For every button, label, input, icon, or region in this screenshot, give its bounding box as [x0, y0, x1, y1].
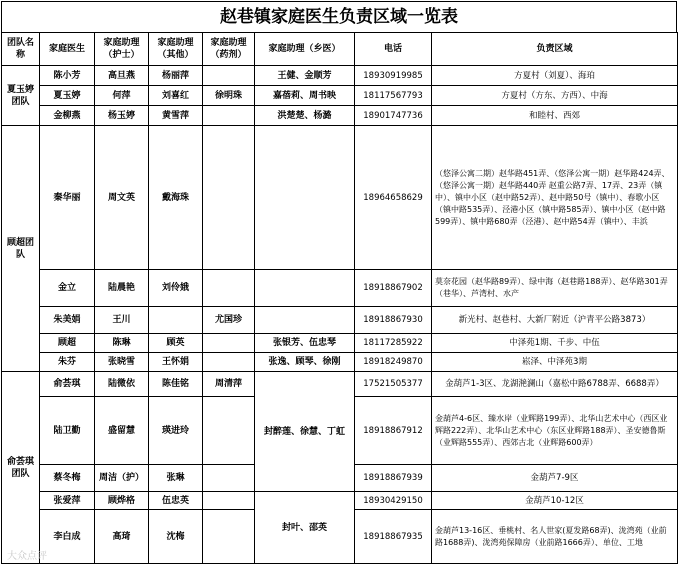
- header-nurse: 家庭助理（护士）: [95, 33, 149, 66]
- doctor-cell: 蔡冬梅: [40, 465, 95, 492]
- area-cell: 金葫芦10-12区: [432, 492, 678, 510]
- other-cell: 张琳: [149, 465, 203, 492]
- header-doctor: 家庭医生: [40, 33, 95, 66]
- doctor-cell: 金立: [40, 270, 95, 307]
- table-row: [2, 270, 678, 307]
- nurse-cell: 张晓雪: [95, 353, 149, 372]
- table-row: [2, 106, 678, 126]
- other-cell: 刘喜红: [149, 86, 203, 106]
- doctor-cell: 陆卫勤: [40, 397, 95, 465]
- other-cell: 陈佳铭: [149, 372, 203, 397]
- doctor-cell: 张爱萍: [40, 492, 95, 510]
- other-cell: [149, 307, 203, 334]
- table-row: [2, 126, 678, 270]
- area-cell: 方夏村（方东、方西）、中海: [432, 86, 678, 106]
- area-cell: 中泽苑1期、千步、中伍: [432, 334, 678, 353]
- phone-cell: 18117567793: [355, 86, 432, 106]
- nurse-cell: 何萍: [95, 86, 149, 106]
- other-cell: 黄雪萍: [149, 106, 203, 126]
- table-row: [2, 353, 678, 372]
- team-name: 夏玉婷团队: [2, 66, 40, 126]
- header-other: 家庭助理（其他）: [149, 33, 203, 66]
- nurse-cell: 周洁（护）: [95, 465, 149, 492]
- village-cell-merged: 封叶、邵英: [255, 492, 355, 564]
- doctor-cell: 俞荟琪: [40, 372, 95, 397]
- team-name: 顾超团队: [2, 126, 40, 372]
- document: [1, 1, 677, 564]
- pharm-cell: 周清萍: [203, 372, 255, 397]
- table-row: [2, 307, 678, 334]
- phone-cell: 18918867935: [355, 510, 432, 564]
- village-cell: 张逸、顾琴、徐刚: [255, 353, 355, 372]
- table-row: [2, 86, 678, 106]
- phone-cell: 18117285922: [355, 334, 432, 353]
- area-cell: （悠泽公寓二期）赵华路451弄、（悠泽公寓一期）赵华路424弄、（悠泽公寓一期）赵华路440弄 赵重公路7弄、17弄、23弄（镇中）、镇中小区（赵中路52弄）、赵中路50号（镇中）、春歌小区（镇中路535弄）、泾港小区（镇中路585弄）、镇中小区（赵中路599弄）、镇中路680弄（泾港）、赵中路54弄（镇中）、丰浜: [432, 126, 678, 270]
- doctor-cell: 秦华丽: [40, 126, 95, 270]
- doctor-cell: 朱美娟: [40, 307, 95, 334]
- header-row: [2, 33, 678, 66]
- doctor-table: [1, 32, 678, 564]
- pharm-cell: [203, 126, 255, 270]
- nurse-cell: 陆微依: [95, 372, 149, 397]
- other-cell: 瑛进玲: [149, 397, 203, 465]
- nurse-cell: 王川: [95, 307, 149, 334]
- phone-cell: 18901747736: [355, 106, 432, 126]
- doctor-cell: 朱芬: [40, 353, 95, 372]
- phone-cell: 18930429150: [355, 492, 432, 510]
- header-team: 团队名称: [2, 33, 40, 66]
- other-cell: 刘伶娥: [149, 270, 203, 307]
- phone-cell: 18964658629: [355, 126, 432, 270]
- area-cell: 崧泽、中泽苑3期: [432, 353, 678, 372]
- village-cell: 嘉蓓莉、周书映: [255, 86, 355, 106]
- village-cell: 张银芳、伍忠琴: [255, 334, 355, 353]
- doctor-cell: 李白成: [40, 510, 95, 564]
- pharm-cell: [203, 510, 255, 564]
- phone-cell: 17521505377: [355, 372, 432, 397]
- other-cell: 戴海珠: [149, 126, 203, 270]
- area-cell: 金葫芦4-6区、臻水岸（业辉路199弄）、北华山艺术中心（西区业辉路222弄）、北华山艺术中心（东区业辉路188弄）、圣安德鲁斯（业辉路555弄）、西郊古北（业辉路600弄）: [432, 397, 678, 465]
- doctor-cell: 陈小芳: [40, 66, 95, 86]
- village-cell: 洪楚楚、杨潞: [255, 106, 355, 126]
- pharm-cell: 尤国珍: [203, 307, 255, 334]
- doctor-cell: 夏玉婷: [40, 86, 95, 106]
- nurse-cell: 杨玉婷: [95, 106, 149, 126]
- village-cell: [255, 307, 355, 334]
- phone-cell: 18918867939: [355, 465, 432, 492]
- village-cell: [255, 270, 355, 307]
- area-cell: 莫奈花园（赵华路89弄）、绿中海（赵巷路188弄）、赵华路301弄（巷华）、芦湾村、水产: [432, 270, 678, 307]
- pharm-cell: [203, 465, 255, 492]
- nurse-cell: 陆晨艳: [95, 270, 149, 307]
- pharm-cell: [203, 353, 255, 372]
- other-cell: 伍忠英: [149, 492, 203, 510]
- pharm-cell: [203, 66, 255, 86]
- pharm-cell: 徐明珠: [203, 86, 255, 106]
- area-cell: 方夏村（刘夏）、海珀: [432, 66, 678, 86]
- phone-cell: 18918867912: [355, 397, 432, 465]
- nurse-cell: 周文英: [95, 126, 149, 270]
- doctor-cell: 金柳燕: [40, 106, 95, 126]
- pharm-cell: [203, 397, 255, 465]
- area-cell: 金葫芦1-3区、龙湖滟澜山（嘉松中路6788弄、6688弄）: [432, 372, 678, 397]
- village-cell: 王健、金顺芳: [255, 66, 355, 86]
- phone-cell: 18918867930: [355, 307, 432, 334]
- table-row: [2, 334, 678, 353]
- area-cell: 和睦村、西郊: [432, 106, 678, 126]
- other-cell: 沈梅: [149, 510, 203, 564]
- phone-cell: 18918867902: [355, 270, 432, 307]
- pharm-cell: [203, 270, 255, 307]
- nurse-cell: 陈琳: [95, 334, 149, 353]
- other-cell: 杨丽萍: [149, 66, 203, 86]
- area-cell: 新光村、赵巷村、大新厂附近（沪青平公路3873）: [432, 307, 678, 334]
- village-cell: [255, 126, 355, 270]
- header-pharm: 家庭助理（药剂）: [203, 33, 255, 66]
- nurse-cell: 顾烨格: [95, 492, 149, 510]
- pharm-cell: [203, 334, 255, 353]
- area-cell: 金葫芦7-9区: [432, 465, 678, 492]
- village-cell-merged: 封醉莲、徐慧、丁虹: [255, 372, 355, 492]
- table-row: [2, 372, 678, 397]
- nurse-cell: 高琦: [95, 510, 149, 564]
- table-row: [2, 492, 678, 510]
- team-name: 俞荟琪团队: [2, 372, 40, 564]
- doctor-cell: 顾超: [40, 334, 95, 353]
- pharm-cell: [203, 106, 255, 126]
- header-phone: 电话: [355, 33, 432, 66]
- pharm-cell: [203, 492, 255, 510]
- header-village: 家庭助理（乡医）: [255, 33, 355, 66]
- phone-cell: 18918249870: [355, 353, 432, 372]
- nurse-cell: 高旦燕: [95, 66, 149, 86]
- nurse-cell: 盛留慧: [95, 397, 149, 465]
- header-area: 负责区域: [432, 33, 678, 66]
- phone-cell: 18930919985: [355, 66, 432, 86]
- page-title: 赵巷镇家庭医生负责区域一览表: [1, 1, 677, 32]
- other-cell: 王怀娟: [149, 353, 203, 372]
- area-cell: 金葫芦13-16区、垂桃村、名人世家(夏发路68弄)、泷湾苑（业前路1688弄)、泷湾苑保障房（业前路1666弄）、单位、工地: [432, 510, 678, 564]
- other-cell: 顾英: [149, 334, 203, 353]
- watermark: 大众点评: [7, 551, 47, 562]
- table-row: [2, 66, 678, 86]
